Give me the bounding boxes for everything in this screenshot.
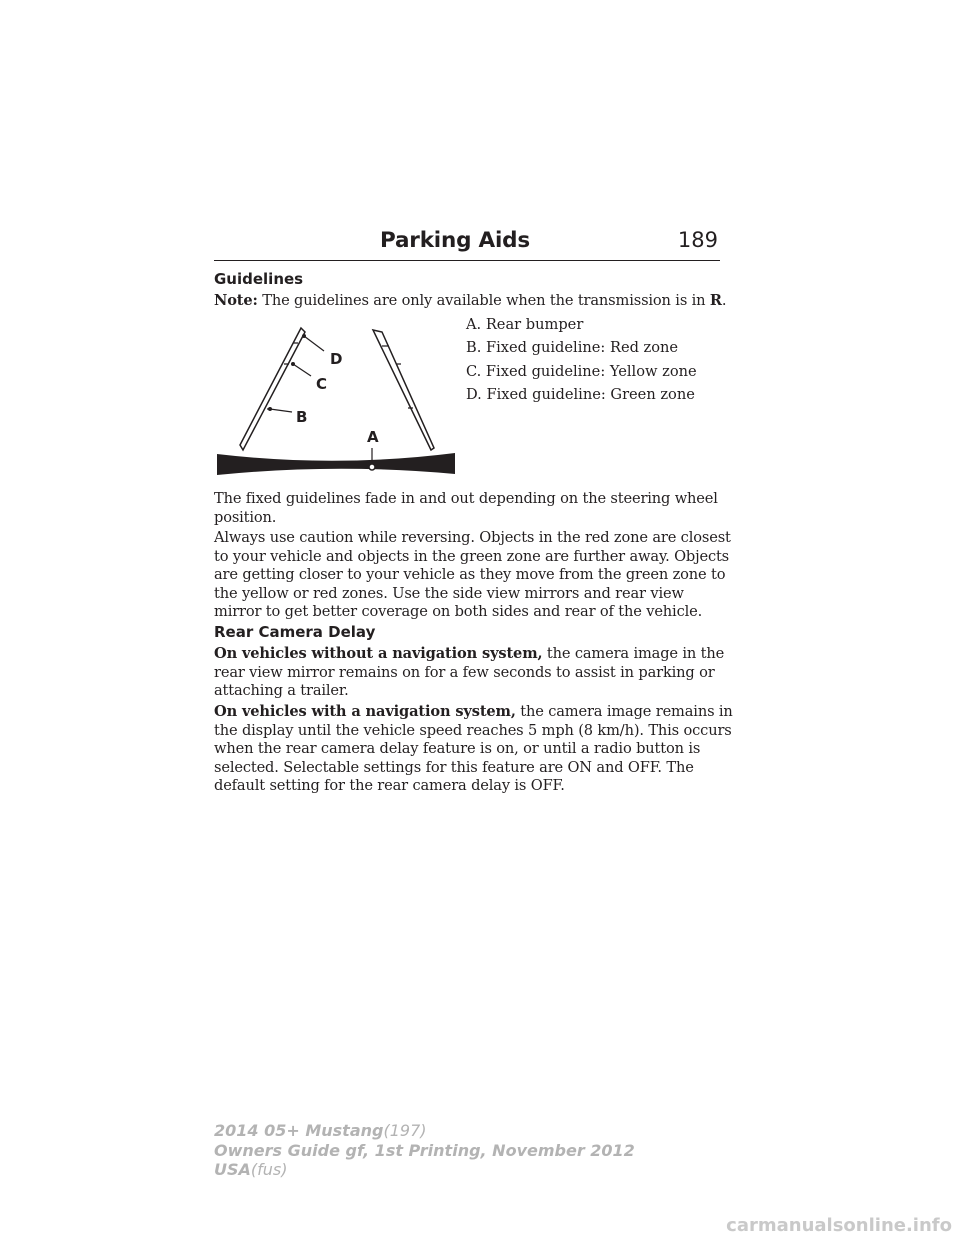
- footer-line-2: Owners Guide gf, 1st Printing, November 2012: [214, 1140, 635, 1160]
- no-navigation-text: the camera image in the rear view mirror remains on for a few seconds to assist in parking or attaching a trailer.: [214, 645, 725, 699]
- diagram-legend: [466, 316, 697, 409]
- navigation-paragraph: [214, 703, 734, 796]
- label-b: B: [296, 408, 308, 426]
- caution-paragraph: Always use caution while reversing. Objects in the red zone are closest to your vehicle and objects in the green zone are further away. Objects are getting closer to your vehicle as they move from the green zone to the yellow or red zones. Use the side view mirrors and rear view mirror to get better coverage on both sides and rear of the vehicle.: [214, 529, 731, 620]
- page-title: Parking Aids: [380, 228, 530, 253]
- rear-camera-delay-heading: Rear Camera Delay: [214, 623, 376, 641]
- footer-market-code: (fus): [250, 1160, 288, 1179]
- note-text: The guidelines are only available when the transmission is in: [257, 292, 710, 309]
- legend-item-a: A. Rear bumper: [466, 316, 584, 333]
- page-number: 189: [677, 228, 718, 252]
- label-a: A: [367, 428, 379, 446]
- no-navigation-lead: On vehicles without a navigation system,: [214, 645, 543, 662]
- guidelines-heading: Guidelines: [214, 270, 304, 288]
- no-navigation-paragraph: [214, 645, 734, 701]
- label-c: C: [316, 375, 328, 393]
- right-guideline: [373, 330, 434, 450]
- rear-bumper: [217, 453, 455, 475]
- footer-line-3: [214, 1160, 635, 1180]
- footer-model: 2014 05+ Mustang: [214, 1121, 384, 1140]
- navigation-text: the camera image remains in the display until the vehicle speed reaches 5 mph (8 km/h). This occurs when the rear camera delay feature is on, or until a radio button is selected. Selectable settings for this feature are ON and OFF. The default setting for the rear camera delay is OFF.: [214, 703, 733, 794]
- note-label: Note:: [214, 292, 258, 309]
- guidelines-fade-paragraph: The fixed guidelines fade in and out depending on the steering wheel position.: [214, 490, 718, 526]
- legend-item-c: C. Fixed guideline: Yellow zone: [466, 362, 697, 380]
- note-paragraph: [214, 292, 734, 311]
- watermark: carmanualsonline.info: [726, 1215, 952, 1236]
- footer-page-ref: (197): [383, 1121, 427, 1140]
- label-d: D: [330, 350, 343, 368]
- note-end: .: [721, 292, 727, 309]
- legend-item-d: D. Fixed guideline: Green zone: [466, 385, 695, 403]
- print-footer: [214, 1121, 635, 1180]
- camera-guidelines-diagram: [214, 326, 459, 476]
- footer-market: USA: [214, 1160, 251, 1179]
- note-gear: R: [709, 292, 722, 309]
- left-guideline: [240, 328, 308, 450]
- page-header: [214, 226, 720, 261]
- legend-item-b: B. Fixed guideline: Red zone: [466, 339, 679, 357]
- navigation-lead: On vehicles with a navigation system,: [214, 703, 516, 720]
- footer-line-1: [214, 1121, 635, 1141]
